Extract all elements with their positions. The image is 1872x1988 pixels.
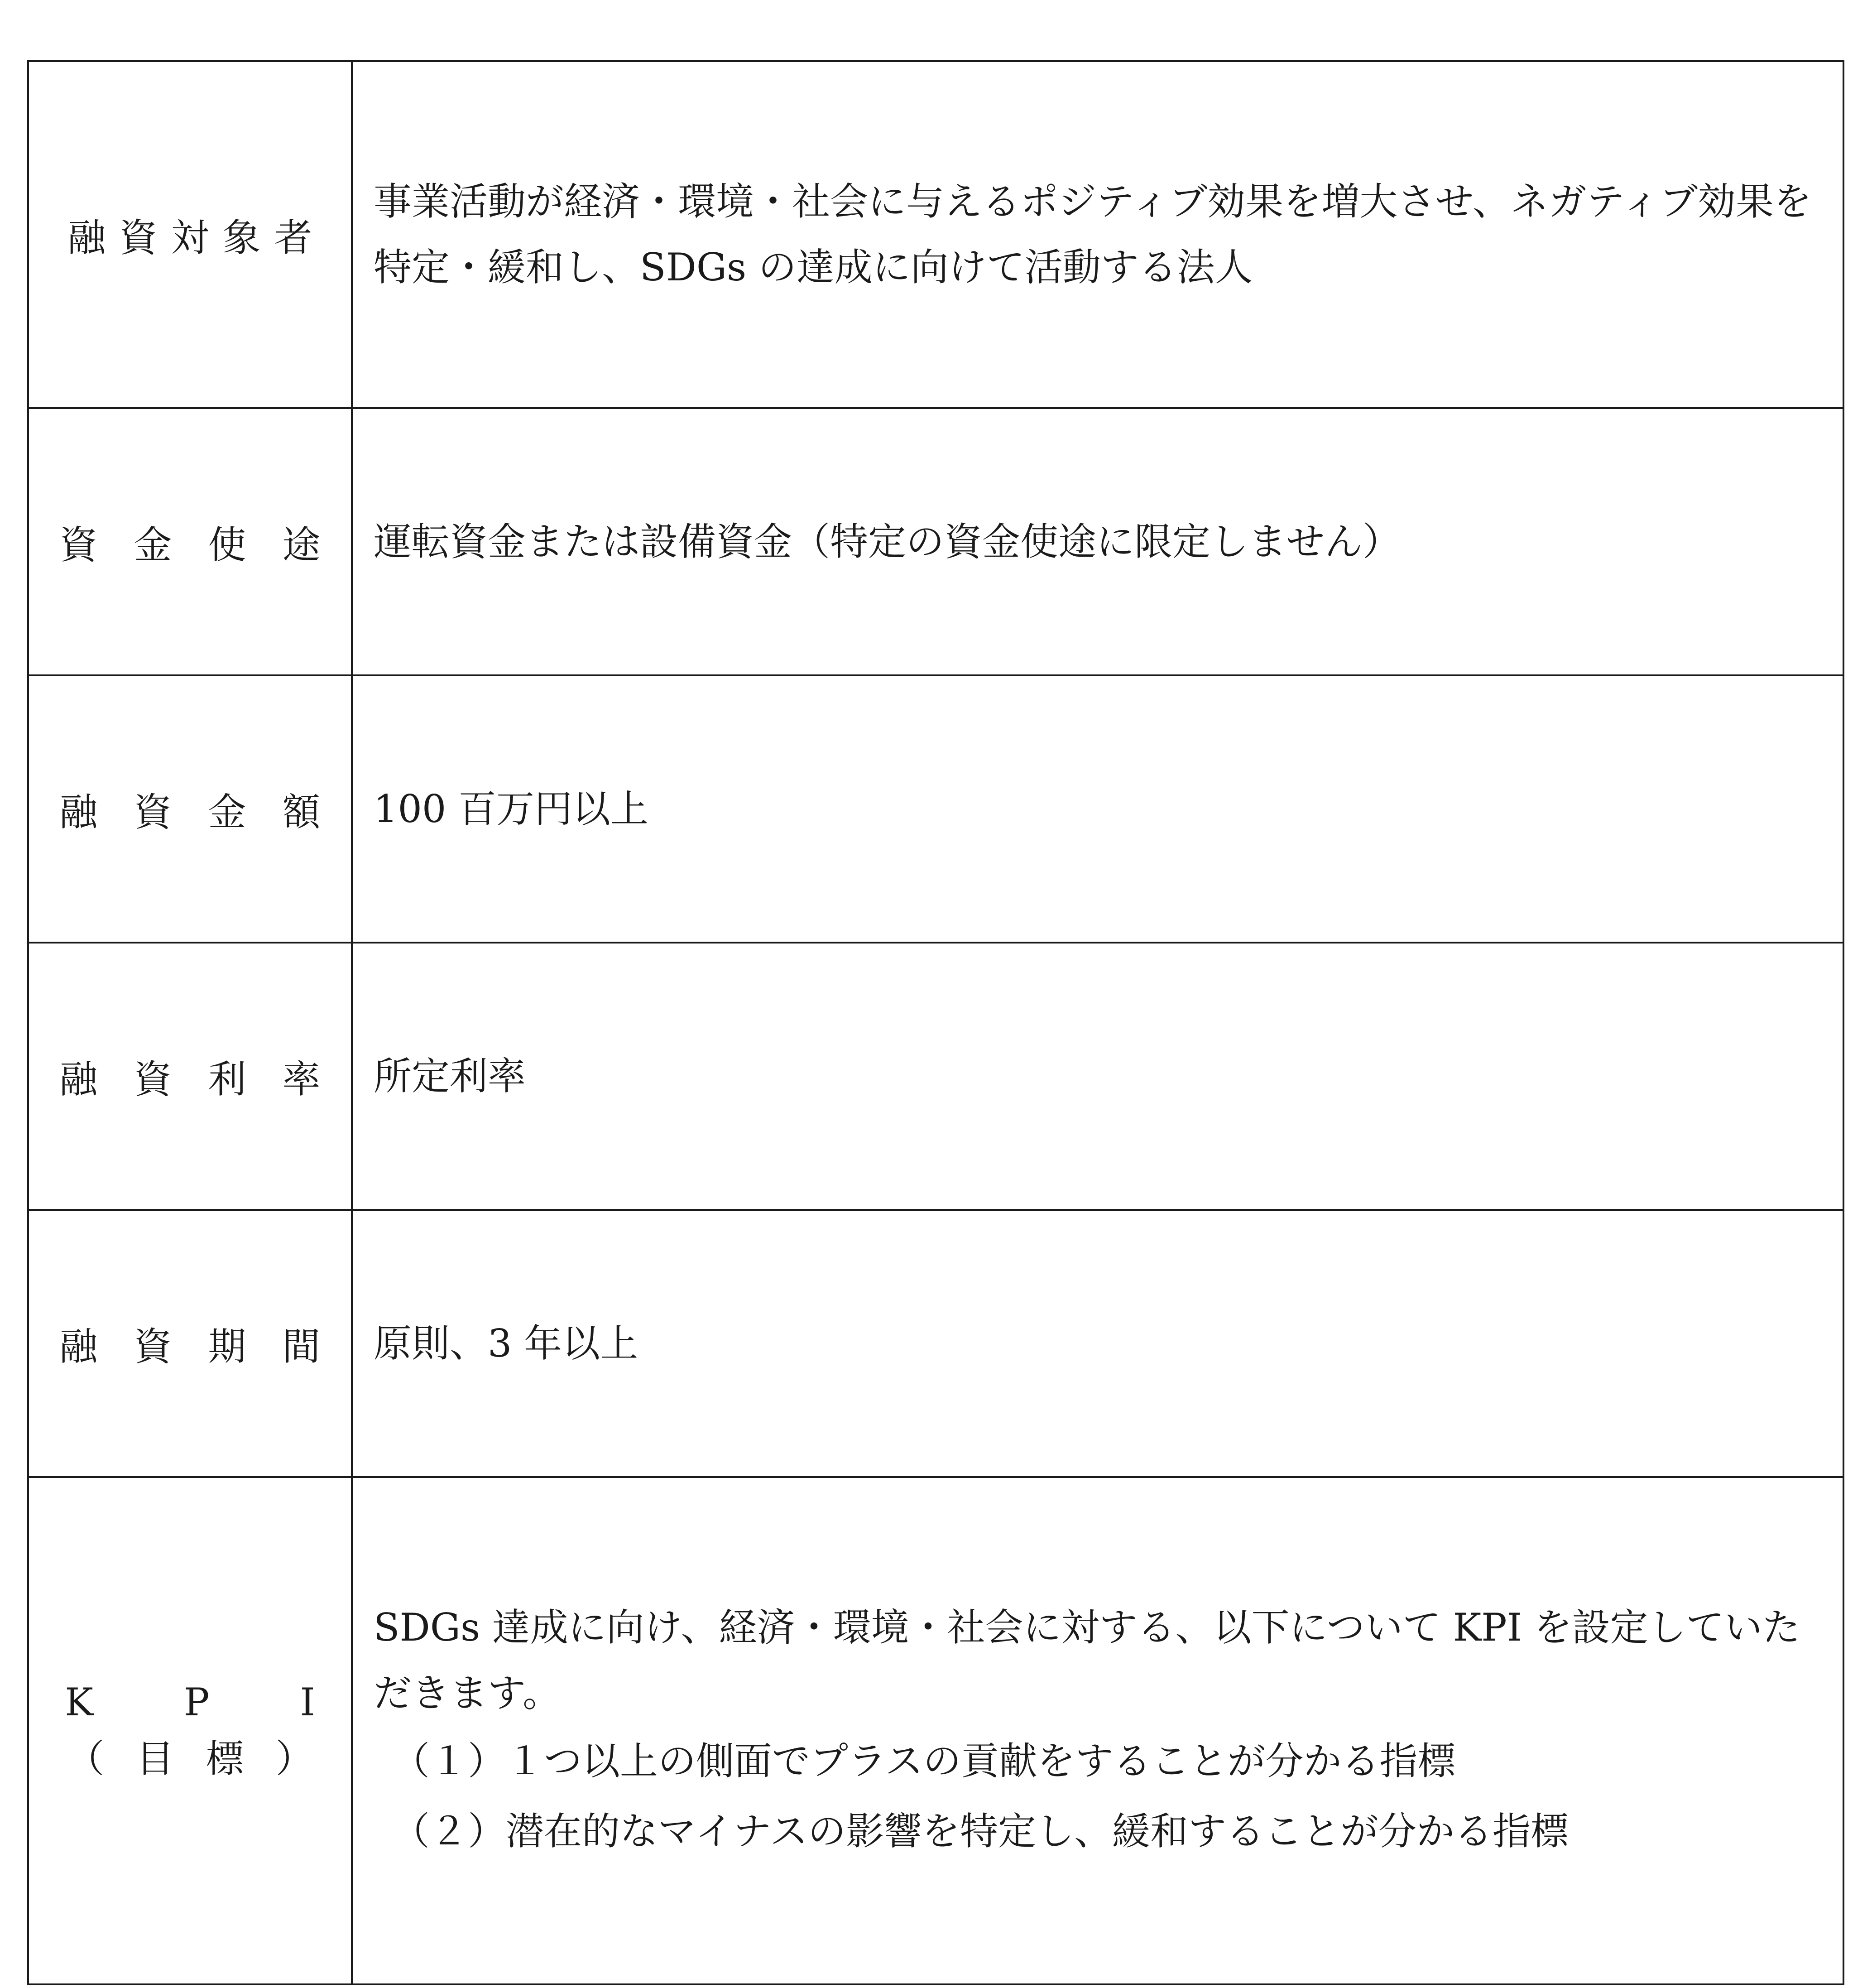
kpi-intro-text: SDGs 達成に向け、経済・環境・社会に対する、以下について KPI を設定していただきます。: [374, 1605, 1800, 1715]
row-label-cell: [28, 408, 357, 675]
row-label: 融資金額: [59, 789, 357, 834]
row-value-cell: [352, 675, 1843, 943]
table-row: [28, 943, 1843, 1210]
row-value: 原則、3 年以上: [374, 1321, 638, 1366]
table-row: [28, 408, 1843, 675]
table-row: [28, 675, 1843, 943]
row-value-cell: [352, 1477, 1843, 1984]
row-value-cell: [352, 1210, 1843, 1477]
row-label-cell: [28, 1210, 357, 1477]
row-value-cell: [352, 943, 1843, 1210]
table-row: [28, 1210, 1843, 1477]
row-label: 融資期間: [59, 1324, 357, 1369]
row-value-cell: [352, 61, 1843, 408]
row-label-cell: [28, 61, 352, 408]
row-label: 資金使途: [59, 522, 357, 567]
row-label-cell: [28, 943, 357, 1210]
row-value: 運転資金または設備資金（特定の資金使途に限定しません）: [374, 519, 1401, 564]
row-label-cell: [28, 675, 357, 943]
kpi-list-item: （１）１つ以上の側面でプラスの貢献をすることが分かる指標: [392, 1739, 1456, 1783]
table-row: [28, 61, 1843, 408]
row-value: 事業活動が経済・環境・社会に与えるポジティブ効果を増大させ、ネガティブ効果を特定・緩和し、SDGs の達成に向けて活動する法人: [374, 179, 1812, 289]
kpi-label: KPI: [65, 1680, 406, 1724]
row-label: 融資対象者: [67, 215, 326, 260]
row-value: 所定利率: [374, 1054, 526, 1098]
row-label: 融資利率: [59, 1057, 357, 1102]
kpi-sublabel: （目標）: [66, 1737, 346, 1781]
row-label-cell: [28, 1477, 406, 1984]
row-value-cell: [352, 408, 1843, 675]
table-row: [28, 1477, 1843, 1984]
row-value: 100 百万円以上: [374, 786, 649, 831]
loan-terms-table: [27, 60, 1844, 1985]
kpi-list-item: （２）潜在的なマイナスの影響を特定し、緩和することが分かる指標: [392, 1809, 1569, 1853]
